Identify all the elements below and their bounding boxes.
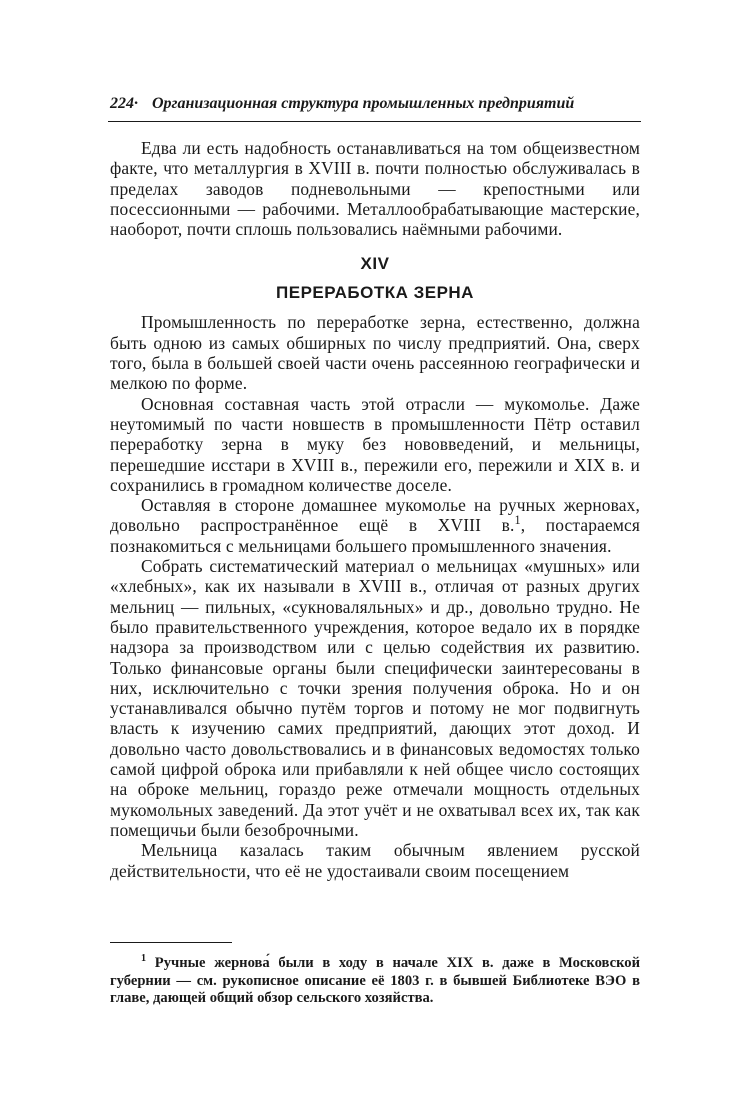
- footnote-rule: [110, 942, 232, 943]
- page-body: [110, 138, 640, 881]
- running-title: Организационная структура промышленных предприятий: [152, 95, 575, 112]
- header-rule: [108, 121, 641, 122]
- paragraph: Мельница казалась таким обычным явлением русской действительности, что её не удостаивали своим посещением: [110, 840, 640, 881]
- footnote-ref: 1: [514, 513, 521, 528]
- paragraph: Собрать систематический материал о мельницах «мушных» или «хлебных», как их называли в XVIII в., отличая от разных других мельниц — пильных, «сукноваляльных» и др., довольно трудно. Не было правительственного учреждения, которое ведало их в порядке надзора за производством или с целью содействия их развитию. Только финансовые органы были специфически заинтересованы в них, исключительно с точки зрения получения оброка. Но и он устанавливался обычно путём торгов и потому не мог подвигнуть власть к изучению самих предприятий, дающих этот доход. И довольно часто довольствовались и в финансовых ведомостях только самой цифрой оброка или прибавляли к ней общее число состоящих на оброке мельниц, гораздо реже отмечали мощность отдельных мукомольных заведений. Да этот учёт и не охватывал всех их, так как помещичьи были безоброчными.: [110, 556, 640, 840]
- footnote: [110, 955, 640, 1008]
- page-number: 224·: [110, 95, 138, 112]
- section-number: XIV: [360, 254, 390, 274]
- intro-paragraph: Едва ли есть надобность останавливаться на том общеизвестном факте, что металлургия в XVIII в. почти полностью обслуживалась в пределах заводов подневольными — крепостными или посессионными — рабочими. Металлообрабатывающие мастерские, наоборот, почти сплошь пользовались наёмными рабочими.: [110, 138, 640, 240]
- paragraph-text: Оставляя в стороне домашнее мукомолье на ручных жерновах, довольно распространённое ещё в XVIII в.: [110, 495, 640, 536]
- paragraph: Основная составная часть этой отрасли — мукомолье. Даже неутомимый по части новшеств в промышленности Пётр оставил переработку зерна в муку без нововведений, и мельницы, перешедшие исстари в XVIII в., пережили его, пережили и XIX в. и сохранились в громадном количестве доселе.: [110, 393, 640, 495]
- paragraph-text: , постараемся познакомиться с мельницами большего промышленного значения.: [110, 515, 640, 556]
- section-title: ПЕРЕРАБОТКА ЗЕРНА: [276, 283, 474, 303]
- paragraph-with-footnote: [110, 495, 640, 556]
- footnote-text: Ручные жернова́ были в ходу в начале XIX в. даже в Московской губернии — см. рукописное описание её 1803 г. в бывшей Библиотеке ВЭО в главе, дающей общий обзор сельского хозяйства.: [110, 955, 640, 1006]
- footnote-marker: 1: [141, 953, 147, 965]
- running-header: [110, 94, 640, 114]
- paragraph: Промышленность по переработке зерна, естественно, должна быть одною из самых обширных по числу предприятий. Она, сверх того, была в большей своей части очень рассеянною географически и мелкою по форме.: [110, 312, 640, 394]
